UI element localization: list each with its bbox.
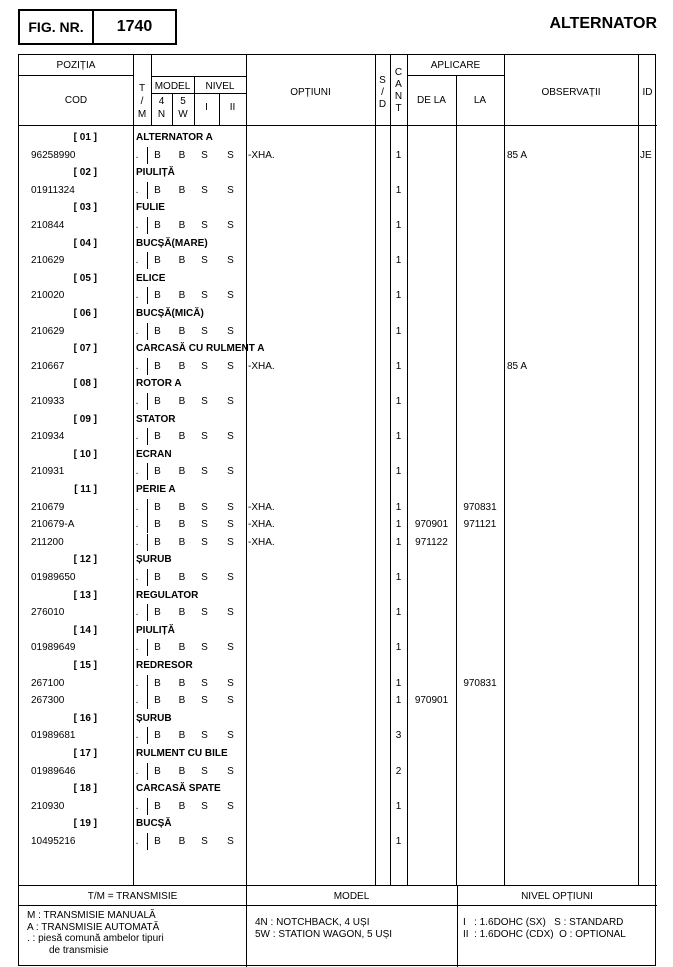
part-optiuni: -XHA. <box>248 519 275 531</box>
part-tm: . <box>135 642 139 654</box>
part-de-la: 971122 <box>415 536 448 548</box>
part-model-4n: B <box>154 325 161 337</box>
item-name: FULIE <box>136 202 165 214</box>
part-nivel-i: S <box>201 607 208 619</box>
tm-separator <box>147 727 148 744</box>
item-name: REGULATOR <box>136 589 199 601</box>
col-header-nivel-i: I <box>205 102 208 113</box>
item-name: RULMENT CU BILE <box>136 748 228 759</box>
part-observatii: 85 A <box>507 360 528 372</box>
tm-separator <box>147 569 148 586</box>
page-title: ALTERNATOR <box>549 15 657 32</box>
part-model-5w: B <box>178 677 186 689</box>
tm-separator <box>147 428 148 445</box>
part-model-5w: B <box>178 255 186 267</box>
item-position: [ 15 ] <box>73 660 97 671</box>
part-tm: . <box>135 730 139 742</box>
item-name: PIULIȚĂ <box>136 167 175 179</box>
part-quantity: 1 <box>395 501 402 513</box>
part-quantity: 1 <box>395 255 402 267</box>
part-code: 211200 <box>31 536 64 548</box>
item-name: CARCASĂ CU RULMENT A <box>136 343 265 355</box>
header-divider <box>151 93 246 94</box>
part-model-5w: B <box>178 730 186 742</box>
col-header-optiuni: OPȚIUNI <box>290 87 331 98</box>
item-name: BUCȘĂ(MARE) <box>136 237 208 249</box>
item-position: [ 03 ] <box>73 202 97 214</box>
col-header-cant: T <box>395 103 402 114</box>
part-tm: . <box>135 290 139 302</box>
footer-tm-line: M : TRANSMISIE MANUALĂ <box>27 910 156 921</box>
col-header-model: MODEL <box>154 81 191 92</box>
part-model-4n: B <box>154 642 161 654</box>
part-code: 210679 <box>31 501 65 513</box>
part-model-4n: B <box>154 466 161 478</box>
fig-label: FIG. NR. <box>20 11 94 43</box>
part-optiuni: -XHA. <box>248 360 275 372</box>
part-nivel-ii: S <box>227 836 234 847</box>
col-header-pozitia: POZIȚIA <box>56 60 96 71</box>
part-model-4n: B <box>154 765 161 777</box>
part-nivel-ii: S <box>227 290 234 302</box>
part-quantity: 1 <box>395 519 402 531</box>
part-code: 210844 <box>31 220 65 231</box>
part-nivel-ii: S <box>227 519 234 531</box>
part-nivel-ii: S <box>227 642 234 654</box>
col-header-cant: A <box>395 79 402 90</box>
item-position: [ 02 ] <box>73 167 97 179</box>
part-tm: . <box>135 466 139 478</box>
item-position: [ 11 ] <box>74 484 97 495</box>
tm-separator <box>147 675 148 692</box>
part-model-4n: B <box>154 695 161 707</box>
item-position: [ 13 ] <box>73 589 97 601</box>
item-position: [ 16 ] <box>73 712 97 724</box>
part-quantity: 3 <box>395 730 402 742</box>
col-line-obs <box>504 55 505 885</box>
part-quantity: 1 <box>395 325 402 337</box>
item-name: ROTOR A <box>136 378 182 390</box>
part-quantity: 1 <box>395 396 402 407</box>
part-code: 267300 <box>31 695 65 707</box>
tm-separator <box>147 833 148 850</box>
col-header-tm: M <box>137 109 147 120</box>
item-position: [ 09 ] <box>73 413 97 425</box>
header-bottom-line <box>19 125 657 126</box>
header-divider <box>19 75 133 76</box>
part-nivel-ii: S <box>227 695 234 707</box>
item-position: [ 18 ] <box>73 783 97 795</box>
tm-separator <box>147 252 148 269</box>
header-divider <box>151 76 246 77</box>
part-model-5w: B <box>178 396 186 407</box>
part-model-4n: B <box>154 607 161 619</box>
part-model-4n: B <box>154 255 161 267</box>
col-header-tm: T <box>138 83 146 94</box>
part-tm: . <box>135 519 139 531</box>
part-model-5w: B <box>178 501 186 513</box>
fig-number: 1740 <box>116 18 153 35</box>
tm-separator <box>147 534 148 551</box>
part-tm: . <box>135 220 139 231</box>
part-tm: . <box>135 431 139 443</box>
part-model-5w: B <box>178 642 186 654</box>
col-header-4n: N <box>157 109 166 120</box>
tm-separator <box>147 463 148 480</box>
part-tm: . <box>135 572 139 583</box>
col-header-de-la: DE LA <box>417 95 446 106</box>
part-tm: . <box>135 836 139 847</box>
item-name: ECRAN <box>136 448 172 460</box>
col-header-4n: 4 <box>158 96 165 107</box>
part-model-5w: B <box>178 607 186 619</box>
part-quantity: 1 <box>395 800 402 812</box>
footer-nivel-line: II : 1.6DOHC (CDX) O : OPTIONAL <box>463 928 626 940</box>
part-model-4n: B <box>154 431 161 443</box>
part-nivel-i: S <box>201 149 208 161</box>
footer-nivel-line: I : 1.6DOHC (SX) S : STANDARD <box>463 917 624 928</box>
part-observatii: 85 A <box>507 149 528 161</box>
part-tm: . <box>135 677 139 689</box>
part-code: 01989649 <box>31 642 76 654</box>
part-code: 210629 <box>31 255 65 267</box>
part-model-5w: B <box>178 536 186 548</box>
item-name: REDRESOR <box>136 660 193 671</box>
item-position: [ 19 ] <box>73 818 97 830</box>
part-nivel-ii: S <box>227 360 234 372</box>
part-tm: . <box>135 396 139 407</box>
tm-separator <box>147 323 148 340</box>
item-name: ȘURUB <box>136 712 172 724</box>
part-model-5w: B <box>178 360 186 372</box>
item-position: [ 17 ] <box>73 748 97 759</box>
col-line-id <box>638 55 639 885</box>
part-quantity: 1 <box>395 290 402 302</box>
tm-separator <box>147 763 148 780</box>
item-name: CARCASĂ SPATE <box>136 783 221 795</box>
col-header-cant: C <box>394 67 403 78</box>
part-nivel-ii: S <box>227 501 234 513</box>
tm-separator <box>147 639 148 656</box>
part-tm: . <box>135 184 139 196</box>
part-nivel-i: S <box>201 836 208 847</box>
part-model-5w: B <box>178 695 186 707</box>
col-header-5w: W <box>178 109 188 120</box>
part-model-4n: B <box>154 572 161 583</box>
part-model-5w: B <box>178 466 186 478</box>
col-header-sd: S <box>379 75 386 86</box>
tm-separator <box>147 692 148 709</box>
item-name: BUCȘĂ(MICĂ) <box>136 308 204 319</box>
part-code: 210933 <box>31 396 65 407</box>
part-model-4n: B <box>154 836 161 847</box>
part-nivel-i: S <box>201 220 208 231</box>
col-header-nivel-ii: II <box>229 102 236 113</box>
footer-tm-title: T/M = TRANSMISIE <box>87 891 178 902</box>
part-model-5w: B <box>178 836 186 847</box>
tm-separator <box>147 358 148 375</box>
part-model-5w: B <box>178 431 186 443</box>
tm-separator <box>147 798 148 815</box>
part-optiuni: -XHA. <box>248 149 275 161</box>
col-line-dela <box>407 55 408 885</box>
part-model-5w: B <box>178 325 186 337</box>
part-optiuni: -XHA. <box>248 536 275 548</box>
part-tm: . <box>135 800 139 812</box>
part-nivel-i: S <box>201 800 208 812</box>
part-nivel-i: S <box>201 572 208 583</box>
part-nivel-i: S <box>201 536 208 548</box>
footer-header-line <box>19 905 657 906</box>
part-de-la: 970901 <box>414 695 449 707</box>
part-nivel-ii: S <box>227 431 234 443</box>
item-name: PERIE A <box>136 484 176 495</box>
col-header-sd: D <box>378 99 387 110</box>
part-optiuni: -XHA. <box>248 501 275 513</box>
part-nivel-i: S <box>201 396 208 407</box>
part-code: 210931 <box>31 466 65 478</box>
part-quantity: 1 <box>395 431 402 443</box>
part-la: 970831 <box>463 677 497 689</box>
part-nivel-ii: S <box>227 730 234 742</box>
item-position: [ 04 ] <box>73 237 97 249</box>
part-nivel-ii: S <box>227 184 234 196</box>
col-header-observatii: OBSERVAȚII <box>541 87 601 98</box>
part-nivel-ii: S <box>227 325 234 337</box>
part-nivel-i: S <box>201 501 208 513</box>
part-model-5w: B <box>178 149 186 161</box>
part-tm: . <box>135 360 139 372</box>
col-line-sd <box>375 55 376 885</box>
col-header-la: LA <box>473 95 487 106</box>
part-quantity: 1 <box>395 184 402 196</box>
col-line-opt <box>246 55 247 885</box>
footer-tm-line: de transmisie <box>49 944 109 956</box>
footer-tm-line: . : piesă comună ambelor tipuri <box>27 933 164 944</box>
part-nivel-i: S <box>201 431 208 443</box>
part-model-5w: B <box>178 184 186 196</box>
footer-model-line: 5W : STATION WAGON, 5 UȘI <box>255 928 393 940</box>
part-code: 96258990 <box>31 149 76 161</box>
part-nivel-i: S <box>201 642 208 654</box>
tm-separator <box>147 393 148 410</box>
part-quantity: 1 <box>395 836 402 847</box>
part-nivel-i: S <box>201 466 208 478</box>
part-nivel-ii: S <box>227 800 234 812</box>
part-model-5w: B <box>178 765 186 777</box>
footer-model-line: 4N : NOTCHBACK, 4 UȘI <box>255 917 370 928</box>
part-model-4n: B <box>154 536 161 548</box>
part-nivel-ii: S <box>227 149 234 161</box>
col-header-sd: / <box>381 87 384 98</box>
part-model-5w: B <box>178 220 186 231</box>
item-name: BUCȘĂ <box>136 818 172 830</box>
part-model-4n: B <box>154 730 161 742</box>
part-tm: . <box>135 695 139 707</box>
part-code: 10495216 <box>31 836 76 847</box>
part-model-5w: B <box>178 800 186 812</box>
item-name: ȘURUB <box>136 554 172 566</box>
item-position: [ 06 ] <box>73 308 97 319</box>
part-quantity: 1 <box>395 572 402 583</box>
part-id: JE <box>640 149 652 161</box>
part-code: 01989646 <box>31 765 76 777</box>
footer-top-line <box>19 885 657 886</box>
part-nivel-ii: S <box>227 255 234 267</box>
part-code: 210930 <box>31 800 65 812</box>
part-quantity: 1 <box>395 677 402 689</box>
part-quantity: 1 <box>395 642 402 654</box>
part-nivel-i: S <box>201 184 208 196</box>
col-header-aplicare: APLICARE <box>430 60 481 71</box>
part-code: 01989650 <box>31 572 76 583</box>
part-nivel-ii: S <box>227 536 234 548</box>
part-la: 970831 <box>463 501 497 513</box>
part-model-4n: B <box>154 501 161 513</box>
col-header-5w: 5 <box>180 96 186 107</box>
part-model-4n: B <box>154 396 161 407</box>
tm-separator <box>147 499 148 516</box>
item-position: [ 14 ] <box>73 624 97 636</box>
part-code: 210934 <box>31 431 65 443</box>
fig-number-box <box>18 9 177 45</box>
footer-nivel-title: NIVEL OPȚIUNI <box>521 891 593 902</box>
part-code: 267100 <box>31 677 65 689</box>
part-model-4n: B <box>154 519 161 531</box>
part-model-4n: B <box>154 290 161 302</box>
part-quantity: 1 <box>395 536 402 548</box>
part-nivel-ii: S <box>227 396 234 407</box>
part-la: 971121 <box>463 519 497 531</box>
part-nivel-i: S <box>201 290 208 302</box>
part-quantity: 2 <box>395 765 402 777</box>
item-name: PIULIȚĂ <box>136 624 175 636</box>
part-model-4n: B <box>154 800 161 812</box>
item-name: STATOR <box>136 413 176 425</box>
part-tm: . <box>135 501 139 513</box>
part-tm: . <box>135 149 139 161</box>
parts-table <box>18 54 656 966</box>
part-code: 210020 <box>31 290 65 302</box>
part-nivel-ii: S <box>227 607 234 619</box>
part-nivel-ii: S <box>227 765 234 777</box>
col-line-la <box>456 75 457 885</box>
tm-separator <box>147 516 148 533</box>
part-quantity: 1 <box>395 466 402 478</box>
col-header-id: ID <box>642 87 653 98</box>
col-header-cant: N <box>394 91 403 102</box>
part-tm: . <box>135 255 139 267</box>
col-header-cod: COD <box>64 95 88 106</box>
part-de-la: 970901 <box>414 519 449 531</box>
item-position: [ 08 ] <box>73 378 97 390</box>
part-nivel-i: S <box>201 677 208 689</box>
part-model-5w: B <box>178 290 186 302</box>
part-tm: . <box>135 536 139 548</box>
item-position: [ 10 ] <box>73 448 97 460</box>
part-model-4n: B <box>154 149 161 161</box>
part-nivel-ii: S <box>227 677 234 689</box>
part-model-4n: B <box>154 677 161 689</box>
item-name: ELICE <box>136 272 166 284</box>
item-position: [ 12 ] <box>73 554 97 566</box>
part-code: 210667 <box>31 360 65 372</box>
col-header-nivel: NIVEL <box>205 81 235 92</box>
part-code: 210629 <box>31 325 65 337</box>
part-code: 01911324 <box>31 184 75 196</box>
part-model-5w: B <box>178 519 186 531</box>
part-nivel-ii: S <box>227 220 234 231</box>
tm-separator <box>147 217 148 234</box>
part-quantity: 1 <box>395 220 402 231</box>
tm-separator <box>147 182 148 199</box>
part-code: 01989681 <box>31 730 76 742</box>
tm-separator <box>147 604 148 621</box>
part-tm: . <box>135 765 139 777</box>
item-name: ALTERNATOR A <box>136 132 213 143</box>
part-quantity: 1 <box>395 360 402 372</box>
col-header-tm: / <box>140 96 144 107</box>
tm-separator <box>147 147 148 164</box>
part-quantity: 1 <box>395 149 402 161</box>
part-nivel-i: S <box>201 255 208 267</box>
part-code: 210679-A <box>31 519 75 531</box>
part-nivel-i: S <box>201 325 208 337</box>
footer-tm-line: A : TRANSMISIE AUTOMATĂ <box>27 921 160 933</box>
part-nivel-i: S <box>201 695 208 707</box>
part-nivel-ii: S <box>227 466 234 478</box>
part-tm: . <box>135 607 139 619</box>
part-quantity: 1 <box>395 607 402 619</box>
part-model-4n: B <box>154 360 161 372</box>
part-quantity: 1 <box>395 695 402 707</box>
tm-separator <box>147 287 148 304</box>
part-nivel-i: S <box>201 765 208 777</box>
footer-model-title: MODEL <box>333 891 370 902</box>
part-model-5w: B <box>178 572 186 583</box>
part-code: 276010 <box>31 607 65 619</box>
part-model-4n: B <box>154 220 161 231</box>
item-position: [ 01 ] <box>73 132 97 143</box>
part-tm: . <box>135 325 139 337</box>
part-nivel-i: S <box>201 519 208 531</box>
item-position: [ 07 ] <box>73 343 97 355</box>
part-nivel-i: S <box>201 730 208 742</box>
part-model-4n: B <box>154 184 161 196</box>
part-nivel-i: S <box>201 360 208 372</box>
item-position: [ 05 ] <box>73 272 97 284</box>
part-nivel-ii: S <box>227 572 234 583</box>
